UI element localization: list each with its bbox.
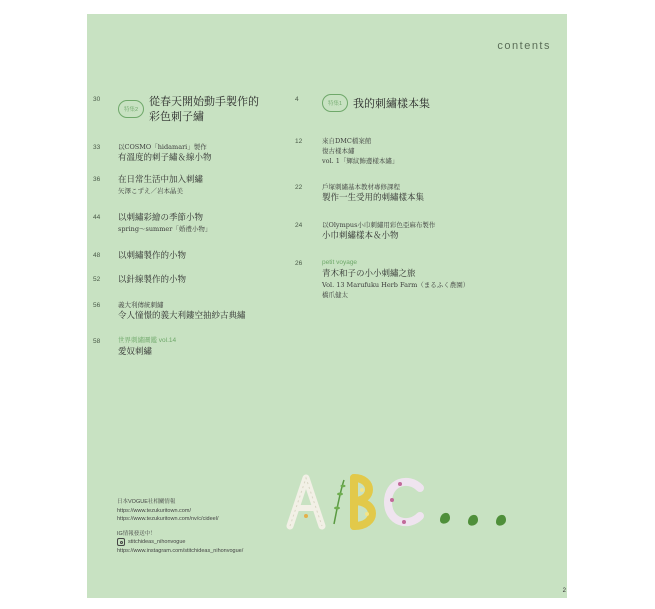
toc-entry[interactable] xyxy=(93,274,323,286)
magazine-page xyxy=(87,14,567,598)
right-column xyxy=(295,88,552,300)
toc-page-number: 36 xyxy=(93,176,101,183)
flower-abc-illustration xyxy=(282,464,522,544)
footer-heading: IG情報發送中！ xyxy=(117,530,156,537)
flower-letter-a xyxy=(290,478,322,526)
toc-entry[interactable] xyxy=(295,258,552,300)
toc-title: 從春天開始動手製作的 xyxy=(149,95,259,108)
toc-title: 以針線製作的小物 xyxy=(118,275,187,285)
feature-badge: 特集2 xyxy=(118,100,144,118)
toc-page-number: 30 xyxy=(93,96,101,103)
footer-link[interactable]: https://www.tezukuritown.com/nv/c/cideel/ xyxy=(117,516,219,522)
instagram-handle[interactable]: stitchideas_nihonvogue xyxy=(128,539,186,545)
toc-title: 以刺繡彩繪の季節小物 xyxy=(118,213,204,223)
toc-entry[interactable] xyxy=(93,94,323,124)
toc-title: 有溫度的刺子繡＆線小物 xyxy=(118,153,212,163)
toc-title: 我的刺繡樣本集 xyxy=(353,96,430,110)
footer-info xyxy=(117,498,243,555)
toc-author: 橋爪健太 xyxy=(322,291,348,299)
page-number: 2 xyxy=(562,588,566,594)
toc-series-label: 世界刺繡圖鑑 vol.14 xyxy=(118,337,177,344)
toc-title: 小巾刺繡樣本＆小物 xyxy=(322,231,399,241)
toc-subtitle: Vol. 13 Marufuku Herb Farm（まるふく農園） xyxy=(322,281,470,289)
toc-page-number: 22 xyxy=(295,184,303,191)
toc-subtitle: 來自DMC檔案館 xyxy=(322,137,372,145)
toc-entry[interactable] xyxy=(93,336,323,358)
toc-entry[interactable] xyxy=(93,212,323,234)
toc-page-number: 48 xyxy=(93,252,101,259)
toc-title: 愛奴刺繡 xyxy=(118,347,153,357)
toc-title: 製作一生受用的刺繡樣本集 xyxy=(322,193,425,203)
toc-subtitle: 矢澤こずえ／岩本晶美 xyxy=(118,187,183,195)
toc-subtitle: 義大利傳統刺繡 xyxy=(118,301,164,309)
toc-subtitle: 以Olympus小巾刺繡用彩色亞麻布製作 xyxy=(322,221,436,229)
toc-entry[interactable] xyxy=(93,250,323,262)
toc-title: 青木和子の小小刺繡之旅 xyxy=(322,269,416,279)
toc-entry[interactable] xyxy=(295,220,552,242)
toc-page-number: 4 xyxy=(295,96,299,103)
toc-page-number: 24 xyxy=(295,222,303,229)
contents-title: contents xyxy=(497,40,551,52)
flower-letter-c xyxy=(388,482,420,524)
toc-entry[interactable] xyxy=(295,94,552,112)
toc-page-number: 52 xyxy=(93,276,101,283)
toc-page-number: 33 xyxy=(93,144,101,151)
feature-badge: 特集1 xyxy=(322,94,348,112)
toc-title: 令人憧憬的義大利鏤空抽紗古典繡 xyxy=(118,311,246,321)
toc-entry[interactable] xyxy=(295,182,552,204)
leaf-dots xyxy=(440,513,506,526)
toc-subtitle: 以COSMO「hidamari」製作 xyxy=(118,143,207,151)
toc-page-number: 58 xyxy=(93,338,101,345)
footer-link[interactable]: https://www.instagram.com/stitchideas_nihonvogue/ xyxy=(117,547,244,554)
flower-letter-b xyxy=(354,478,372,526)
toc-subtitle: 復古樣本繡 xyxy=(322,147,355,155)
toc-title: 彩色刺子繡 xyxy=(149,110,204,123)
toc-subtitle: spring～summer「婚禮小物」 xyxy=(118,225,212,233)
toc-title: 以刺繡製作的小物 xyxy=(118,251,187,261)
toc-page-number: 56 xyxy=(93,302,101,309)
left-column xyxy=(93,88,323,358)
instagram-icon xyxy=(117,538,125,546)
toc-page-number: 26 xyxy=(295,260,303,267)
toc-entry[interactable] xyxy=(93,174,323,196)
green-sprig xyxy=(334,480,346,524)
toc-subtitle: vol. 1「輝紋飾邊樣本繡」 xyxy=(322,157,399,165)
toc-entry[interactable] xyxy=(93,142,323,164)
toc-title: 在日常生活中加入刺繡 xyxy=(118,175,204,185)
toc-entry[interactable] xyxy=(93,300,323,322)
footer-heading: 日本VOGUE社相關情報 xyxy=(117,499,176,505)
toc-page-number: 12 xyxy=(295,138,303,145)
toc-entry[interactable] xyxy=(295,136,552,166)
toc-page-number: 44 xyxy=(93,214,101,221)
toc-series-label: petit voyage xyxy=(322,259,358,266)
toc-subtitle: 戶塚刺繡基本教材專修課程 xyxy=(322,183,400,191)
footer-link[interactable]: https://www.tezukuritown.com/ xyxy=(117,507,191,514)
